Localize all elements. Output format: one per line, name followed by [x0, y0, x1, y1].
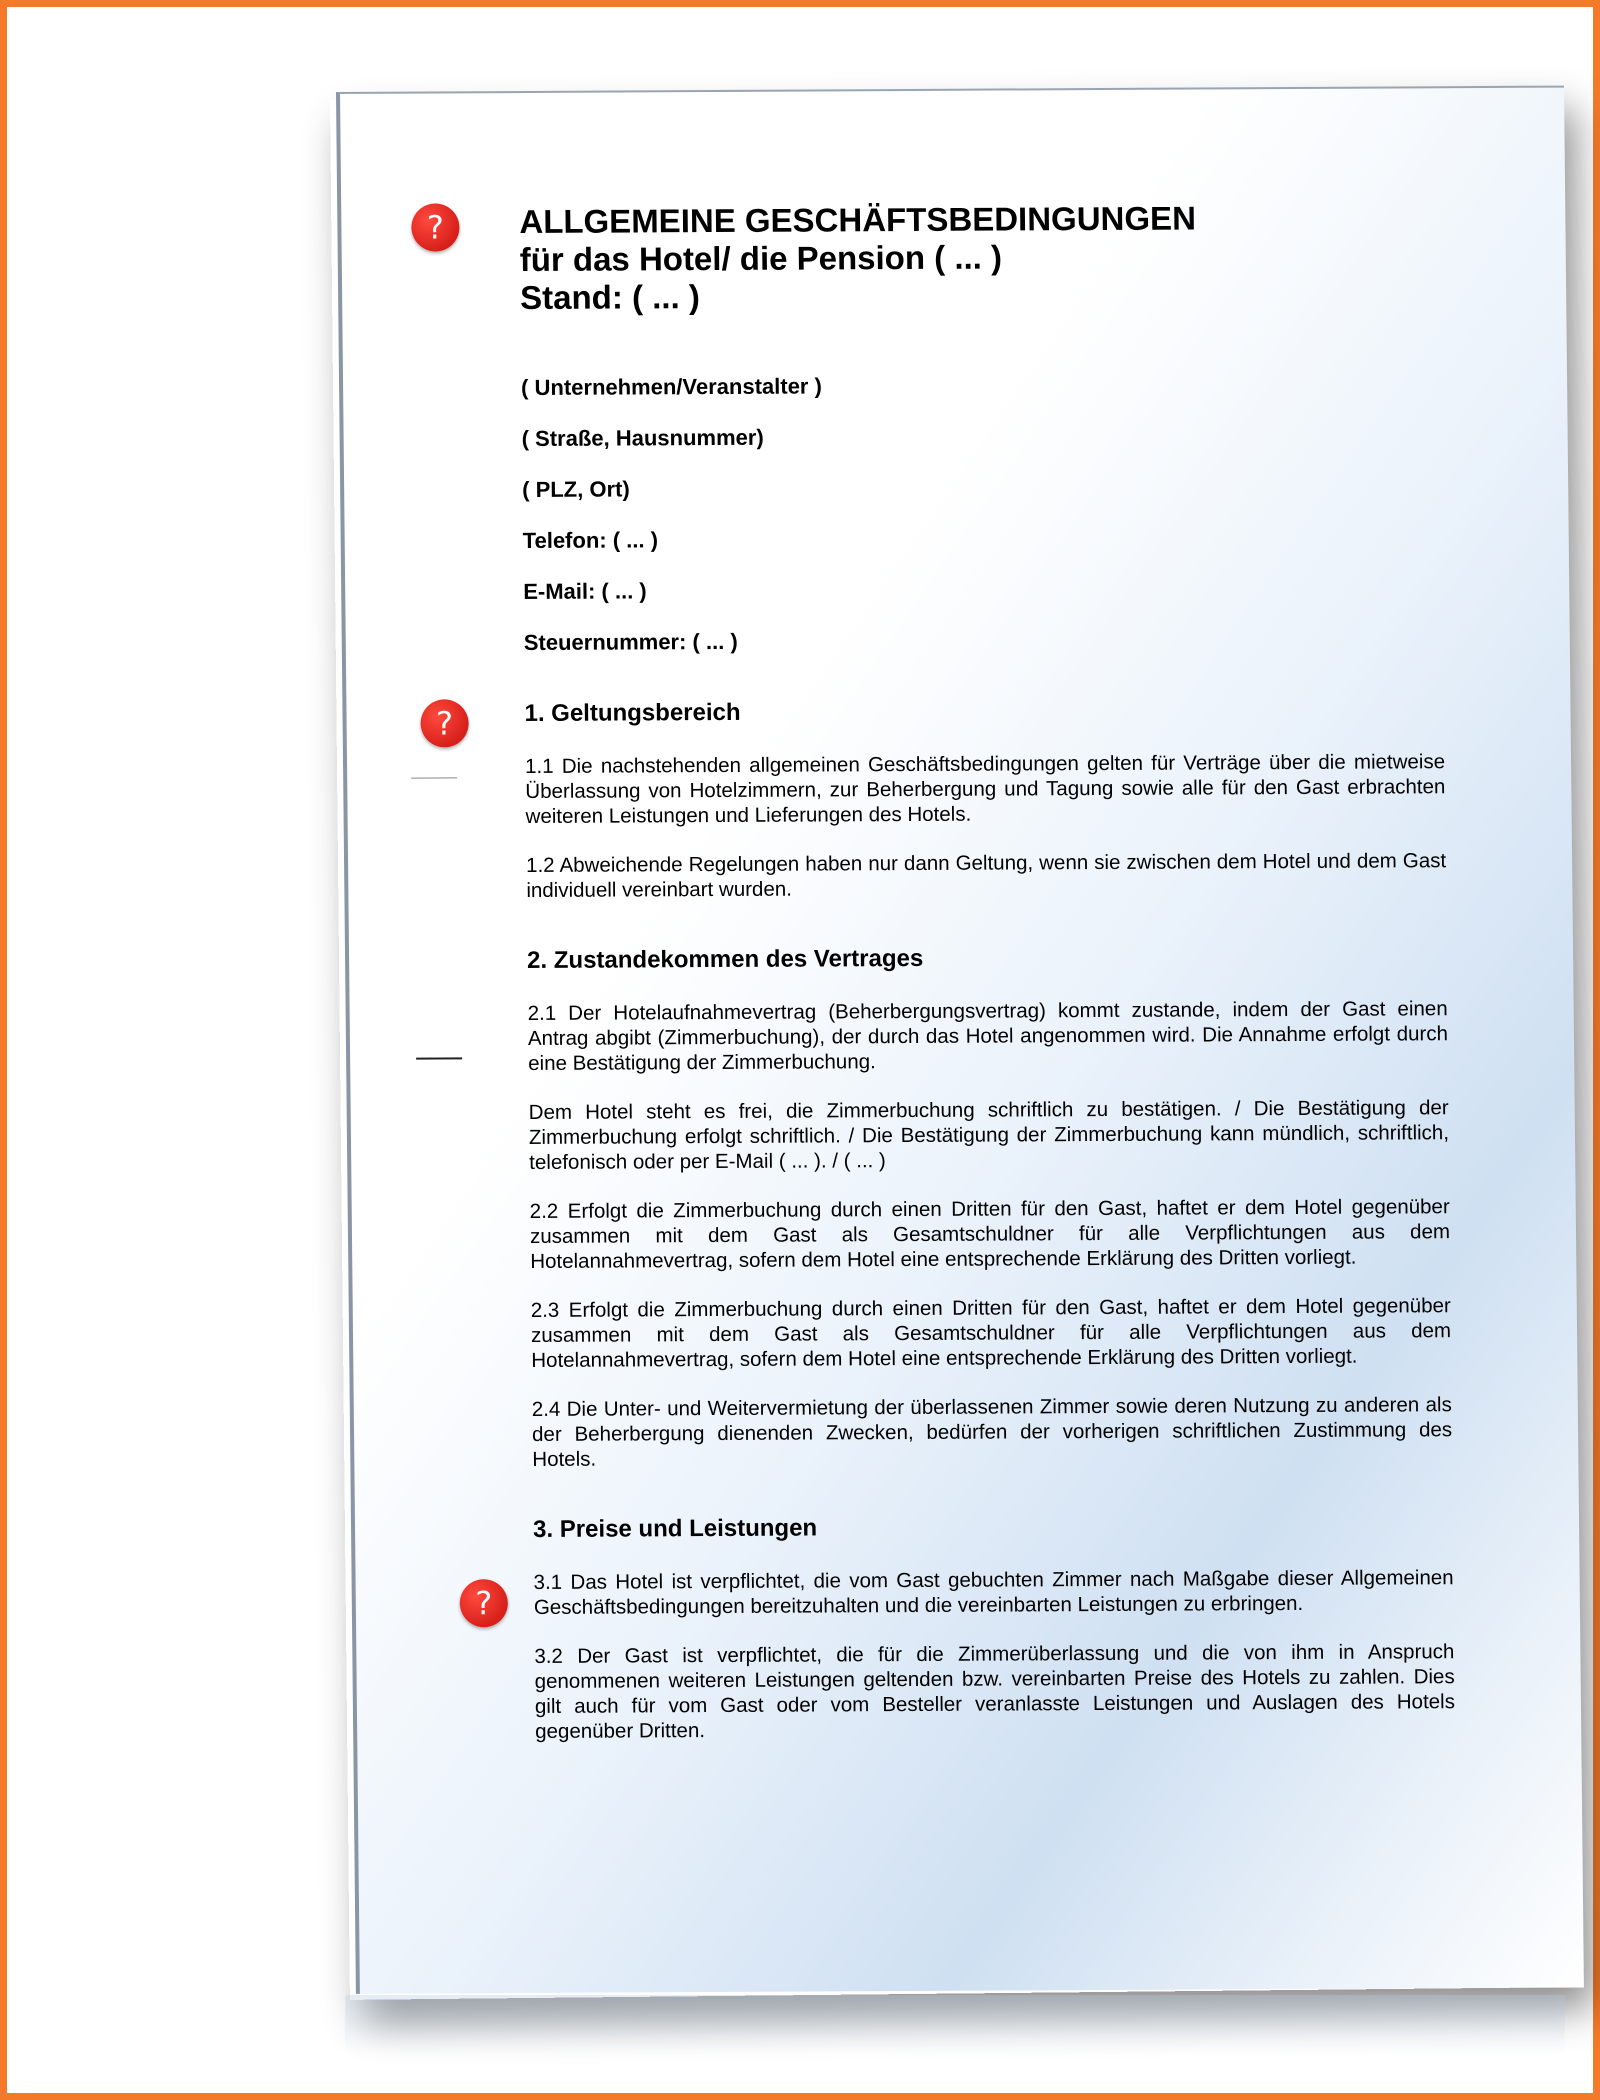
- document-content: [519, 198, 1455, 1768]
- address-city: ( PLZ, Ort): [522, 476, 630, 503]
- paragraph-1-2: 1.2 Abweichende Regelungen haben nur dann Geltung, wenn sie zwischen dem Hotel und dem Gast individuell vereinbart wurden.: [525, 849, 1447, 903]
- help-icon-section-3[interactable]: ?: [460, 1579, 509, 1627]
- document-title: ALLGEMEINE GESCHÄFTSBEDINGUNGEN: [519, 199, 1197, 241]
- help-icon-title[interactable]: ?: [411, 203, 460, 251]
- help-icon-section-1[interactable]: ?: [420, 699, 469, 747]
- paragraph-2-3: 2.3 Erfolgt die Zimmerbuchung durch einen Dritten für den Gast, haftet er dem Hotel gegenüber zusammen mit dem Gast als Gesamtschuldner für alle Verpflichtungen aus dem Hotelannahmevertrag, sofern dem Hotel eine entsprechende Erklärung des Dritten vorliegt.: [530, 1294, 1452, 1372]
- document-stand: Stand: ( ... ): [519, 278, 701, 317]
- margin-mark-1: [411, 777, 457, 778]
- address-street: ( Straße, Hausnummer): [521, 424, 764, 452]
- section-heading-3: 3. Preise und Leistungen: [532, 1514, 818, 1543]
- paragraph-2-2: 2.2 Erfolgt die Zimmerbuchung durch einen Dritten für den Gast, haftet er dem Hotel gegenüber zusammen mit dem Gast als Gesamtschuldner für alle Verpflichtungen aus dem Hotelannahmevertrag, sofern dem Hotel eine entsprechende Erklärung des Dritten vorliegt.: [529, 1195, 1451, 1273]
- paragraph-2-4: 2.4 Die Unter- und Weitervermietung der überlassenen Zimmer sowie deren Nutzung zu anderen als der Beherbergung dienenden Zwecken, bedürfen der vorherigen schriftlichen Zustimmung des Hotels.: [531, 1393, 1453, 1471]
- address-email: E-Mail: ( ... ): [523, 578, 647, 605]
- paragraph-3-1: 3.1 Das Hotel ist verpflichtet, die vom Gast gebuchten Zimmer nach Maßgabe dieser Allgemeinen Geschäftsbedingungen bereitzuhalten und die vereinbarten Leistungen zu erbringen.: [533, 1566, 1454, 1619]
- document-subtitle: für das Hotel/ die Pension ( ... ): [519, 238, 1003, 279]
- section-heading-1: 1. Geltungsbereich: [524, 698, 741, 728]
- paragraph-2-1: 2.1 Der Hotelaufnahmevertrag (Beherbergungsvertrag) kommt zustande, indem der Gast einen Antrag abgibt (Zimmerbuchung), der durch das Hotel angenommen wird. Die Annahme erfolgt durch eine Bestätigung der Zimmerbuchung.: [527, 997, 1449, 1075]
- section-heading-2: 2. Zustandekommen des Vertrages: [526, 944, 924, 974]
- document-reflection: [344, 1995, 1565, 2055]
- margin-mark-2: [416, 1057, 462, 1059]
- paragraph-2-1b: Dem Hotel steht es frei, die Zimmerbuchung schriftlich zu bestätigen. / Die Bestätigung der Zimmerbuchung erfolgt schriftlich. / Die Bestätigung der Zimmerbuchung kann mündlich, schriftlich, telefonisch oder per E-Mail ( ... ). / ( ... ): [528, 1096, 1450, 1174]
- address-phone: Telefon: ( ... ): [522, 527, 659, 554]
- paragraph-1-1: 1.1 Die nachstehenden allgemeinen Geschäftsbedingungen gelten für Verträge über die mietweise Überlassung von Hotelzimmern, zur Beherbergung und Tagung sowie alle für den Gast erbrachten weiteren Leistungen und Lieferungen des Hotels.: [524, 750, 1446, 829]
- paragraph-3-2: 3.2 Der Gast ist verpflichtet, die für die Zimmerüberlassung und die von ihm in Anspruch genommenen weiteren Leistungen geltenden bzw. vereinbarten Preise des Hotels zu zahlen. Dies gilt auch für vom Gast oder vom Besteller veranlasste Leistungen und Auslagen des Hotels gegenüber Dritten.: [534, 1640, 1456, 1743]
- address-block: [521, 370, 1444, 656]
- document-page: [336, 86, 1584, 1994]
- address-company: ( Unternehmen/Veranstalter ): [520, 373, 822, 401]
- address-tax-number: Steuernummer: ( ... ): [523, 628, 738, 656]
